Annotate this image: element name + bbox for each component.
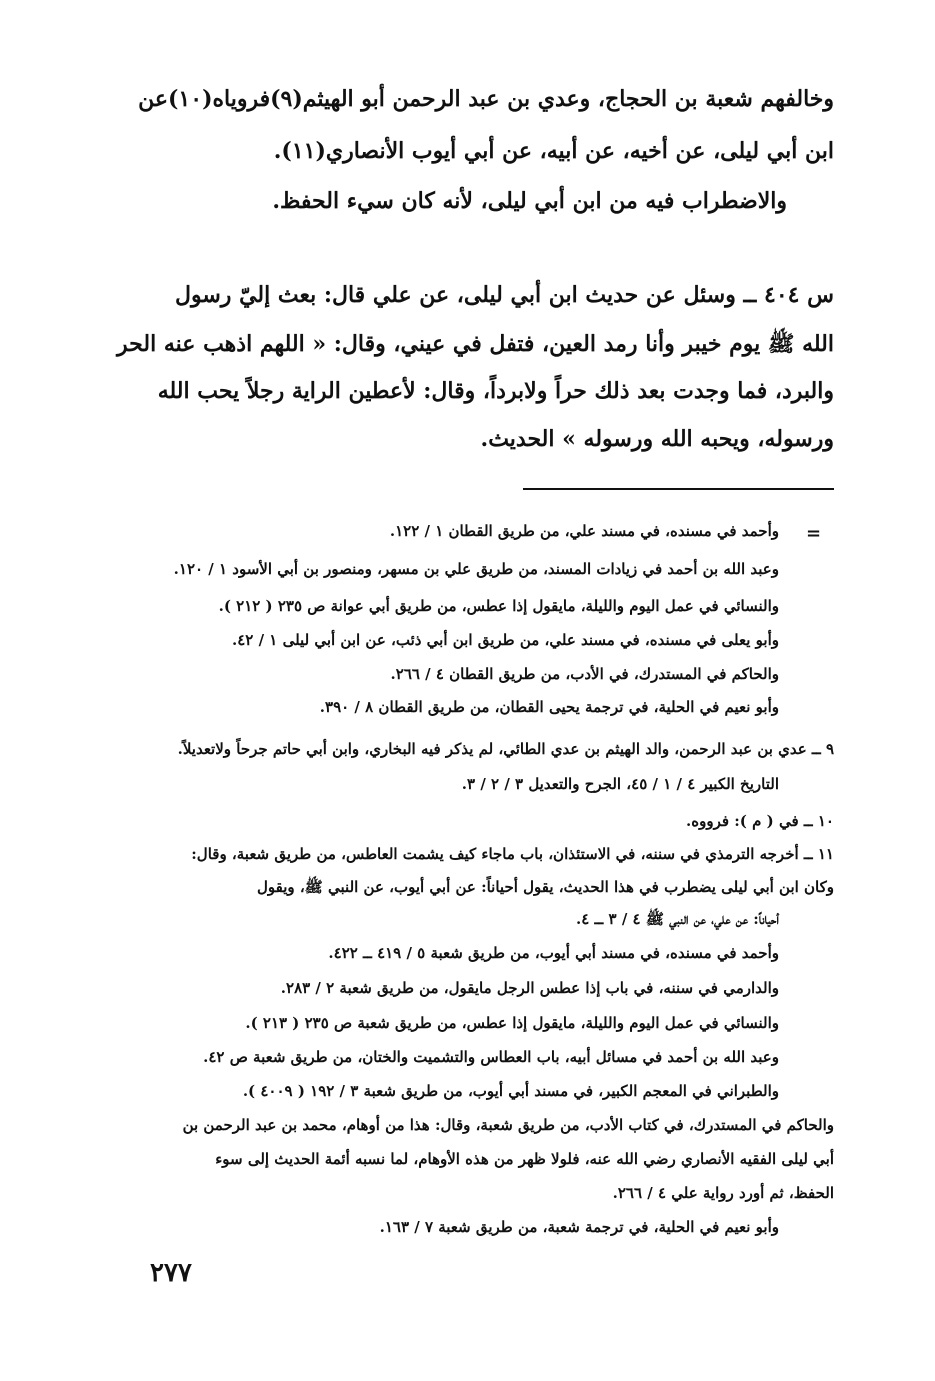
footnote-line: الحفظ، ثم أورد رواية علي ٤ / ٢٦٦.: [612, 1184, 834, 1202]
footnote-line: وأحمد في مسنده، في مسند أبي أيوب، من طريق شعبة ٥ / ٤١٩ ــ ٤٢٢.: [328, 944, 779, 962]
footnote-line: أحياناً: عن علي، عن النبي ﷺ ٤ / ٣ ــ ٤.: [576, 910, 779, 928]
footnote-line: أبي ليلى الفقيه الأنصاري رضي الله عنه، فلولا ظهر من هذه الأوهام، لما نسبه أئمة الحديث إلى سوء: [215, 1150, 834, 1168]
question-text-line: س ٤٠٤ ــ وسئل عن حديث ابن أبي ليلى، عن علي قال: بعث إليّ رسول: [175, 282, 834, 308]
footnote-line: وعبد الله بن أحمد في زيادات المسند، من طريق علي بن مسهر، ومنصور بن أبي الأسود ١ / ١٢٠.: [173, 560, 779, 578]
footnote-line: وأبو يعلى في مسنده، في مسند علي، من طريق ابن أبي ذئب، عن ابن أبي ليلى ١ / ٤٢.: [232, 631, 779, 649]
footnote-line: والدارمي في سننه، في باب إذا عطس الرجل مايقول، من طريق شعبة ٢ / ٢٨٣.: [280, 979, 779, 997]
footnote-line: وكان ابن أبي ليلى يضطرب في هذا الحديث، يقول أحياناً: عن أبي أيوب، عن النبي ﷺ، ويقول: [256, 878, 834, 896]
footnote-line: والنسائي في عمل اليوم والليلة، مايقول إذا عطس، من طريق أبي عوانة ص ٢٣٥ ( ٢١٢ ).: [218, 597, 779, 615]
footnote-line: وأبو نعيم في الحلية، في ترجمة يحيى القطان، من طريق القطان ٨ / ٣٩٠.: [319, 698, 779, 716]
footnote-line: والطبراني في المعجم الكبير، في مسند أبي أيوب، من طريق شعبة ٣ / ١٩٢ ( ٤٠٠٩ ).: [242, 1082, 779, 1100]
main-text-line: وخالفهم شعبة بن الحجاج، وعدي بن عبد الرحمن أبو الهيثم(٩)فروياه(١٠)عن: [138, 86, 834, 112]
footnote-line: وأبو نعيم في الحلية، في ترجمة شعبة، من طريق شعبة ٧ / ١٦٣.: [379, 1218, 779, 1236]
main-text-line: ابن أبي ليلى، عن أخيه، عن أبيه، عن أبي أيوب الأنصاري(١١).: [273, 138, 834, 164]
footnote-separator: [523, 488, 834, 490]
main-text-line: والاضطراب فيه من ابن أبي ليلى، لأنه كان سيء الحفظ.: [272, 188, 787, 214]
footnote-line: والحاكم في المستدرك، في الأدب، من طريق القطان ٤ / ٢٦٦.: [390, 665, 779, 683]
footnote-line: وعبد الله بن أحمد في مسائل أبيه، باب العطاس والتشميت والختان، من طريق شعبة ص ٤٢.: [203, 1048, 779, 1066]
footnote-line: والحاكم في المستدرك، في كتاب الأدب، من طريق شعبة، وقال: هذا من أوهام، محمد بن عبد الرحمن بن: [182, 1116, 834, 1134]
footnote-line: والنسائي في عمل اليوم والليلة، مايقول إذا عطس، من طريق شعبة ص ٢٣٥ ( ٢١٣ ).: [245, 1014, 779, 1032]
question-text-line: الله ﷺ يوم خيبر وأنا رمد العين، فتفل في عيني، وقال: « اللهم اذهب عنه الحر: [117, 331, 834, 357]
footnote-line: ١٠ ــ في ( م ): فرووه.: [686, 812, 834, 830]
footnote-line: التاريخ الكبير ٤ / ١ / ٤٥، الجرح والتعديل ٣ / ٢ / ٣.: [461, 775, 779, 793]
question-text-line: والبرد، فما وجدت بعد ذلك حراً ولابرداً، وقال: لأعطين الراية رجلاً يحب الله: [157, 378, 834, 404]
question-text-line: ورسوله، ويحبه الله ورسوله » الحديث.: [480, 426, 834, 452]
footnote-line: ٩ ــ عدي بن عبد الرحمن، والد الهيثم بن عدي الطائي، لم يذكر فيه البخاري، وابن أبي حاتم جرحاً ولاتعديلاً.: [177, 740, 834, 758]
footnote-line: وأحمد في مسنده، في مسند علي، من طريق القطان ١ / ١٢٢.: [389, 522, 779, 540]
footnote-line: ١١ ــ أخرجه الترمذي في سننه، في الاستئذان، باب ماجاء كيف يشمت العاطس، من طريق شعبة، وقال:: [191, 845, 834, 863]
page-number: ٢٧٧: [150, 1258, 192, 1288]
footnote-continuation-mark: =: [806, 523, 822, 544]
